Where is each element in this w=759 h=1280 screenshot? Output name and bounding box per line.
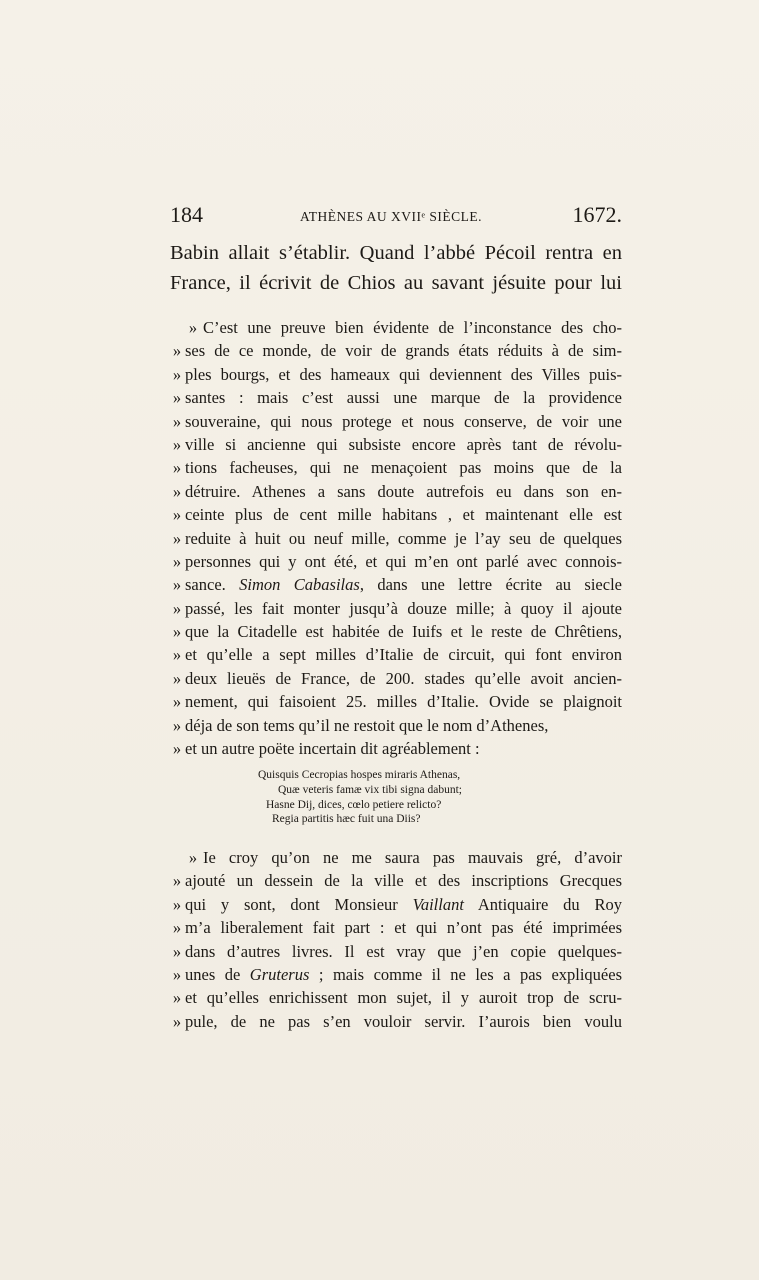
quote-line [170,963,622,986]
verse-line: Quisquis Cecropias hospes miraris Athenas, [258,769,461,781]
quote-mark: » [172,622,182,642]
quote-text: tions facheuses, qui ne menaçoient pas moins que de la [185,458,622,478]
quote-mark: » [172,941,182,961]
running-title: ATHÈNES AU XVIIᵉ SIÈCLE. [300,209,482,224]
quote-line [170,503,622,526]
quote-mark: » [172,739,182,759]
quote-text: ville si ancienne qui subsiste encore après tant de révolu- [185,434,622,454]
quote-line [170,620,622,643]
quote-line [170,690,622,713]
quote-mark: » [172,918,182,938]
quote-text: Ie croy qu’on ne me saura pas mauvais gré, d’avoir [203,848,622,867]
quote-line [170,550,622,573]
lead-paragraph [170,238,622,298]
quote-line [170,363,622,386]
quote-line [170,986,622,1009]
quote-line [170,1010,622,1033]
quote-text: et un autre poëte incertain dit agréablement : [185,739,480,759]
quote-line [170,433,622,456]
quote-text: m’a liberalement fait part : et qui n’ont pas été imprimées [185,918,622,938]
verse-line: Regia partitis hæc fuit una Diis? [272,813,421,826]
quote-mark: » [188,848,198,867]
quote-mark: » [188,318,198,337]
page-number: 184 [170,202,203,227]
quote-line [170,869,622,892]
quote-mark: » [172,434,182,454]
quote-mark: » [172,1011,182,1031]
quote-line [170,846,622,869]
running-header [170,202,622,232]
italic-name: Vaillant [412,894,464,914]
quote-text: souveraine, qui nous protege et nous conserve, de voir une [185,411,622,431]
quote-line [170,597,622,620]
quote-text: C’est une preuve bien évidente de l’inconstance des cho- [203,318,622,337]
quote-mark: » [172,505,182,525]
quote-text: deux lieuës de France, de 200. stades qu’elle avoit ancien- [185,668,622,688]
quote-mark: » [172,481,182,501]
quote-line [170,456,622,479]
quote-mark: » [172,692,182,712]
quote-text: pule, de ne pas s’en vouloir servir. I’aurois bien voulu [185,1011,622,1031]
quote-text: dans d’autres livres. Il est vray que j’en copie quelques- [185,941,622,961]
quote-line [170,316,622,339]
quote-text: détruire. Athenes a sans doute autrefois eu dans son en- [185,481,622,501]
quote-text: qui y sont, dont Monsieur Vaillant Antiquaire du Roy [185,894,622,914]
quote-text: passé, les fait monter jusqu’à douze mille; à quoy il ajoute [185,598,622,618]
quote-text: santes : mais c’est aussi une marque de la providence [185,388,622,408]
quote-line [170,573,622,596]
verse-line: Hasne Dij, dices, cœlo petiere relicto? [266,798,442,811]
quote-mark: » [172,668,182,688]
quote-text: sance. Simon Cabasilas, dans une lettre écrite au siecle [185,575,622,595]
quote-line [170,386,622,409]
quote-text: déja de son tems qu’il ne restoit que le nom d’Athenes, [185,715,549,735]
quote-text: et qu’elle a sept milles d’Italie de circuit, qui font environ [185,645,622,665]
quote-line [170,643,622,666]
quote-mark: » [172,871,182,891]
quote-line [170,940,622,963]
quote-text: ses de ce monde, de voir de grands états réduits à de sim- [185,341,622,361]
quote-line [170,893,622,916]
quote-text: et qu’elles enrichissent mon sujet, il y auroit trop de scru- [185,988,622,1008]
text-line: Babin allait s’établir. Quand l’abbé Pécoil rentra en [170,242,622,264]
quote-text: ceinte plus de cent mille habitans , et maintenant elle est [185,505,622,525]
quote-mark: » [172,551,182,571]
quote-mark: » [172,894,182,914]
quote-text: personnes qui y ont été, et qui m’en ont parlé avec connois- [185,551,622,571]
quote-text: reduite à huit ou neuf mille, comme je l’ay seu de quelques [185,528,622,548]
quote-line [170,714,622,737]
quote-mark: » [172,575,182,595]
quote-mark: » [172,988,182,1008]
quote-text: unes de Gruterus ; mais comme il ne les a pas expliquées [185,964,622,984]
quotation-block-1 [170,316,622,760]
quotation-block-2 [170,846,622,1033]
quote-text: que la Citadelle est habitée de Iuifs et le reste de Chrêtiens, [185,622,622,642]
quote-line [170,410,622,433]
quote-line [170,339,622,362]
margin-year: 1672. [572,202,622,227]
quote-text: nement, qui faisoient 25. milles d’Italie. Ovide se plaignoit [185,692,622,712]
italic-name: Gruterus [249,964,310,984]
quote-line [170,667,622,690]
quote-text: ples bourgs, et des hameaux qui deviennent des Villes puis- [185,364,622,384]
quote-line [170,916,622,939]
quote-text: ajouté un dessein de la ville et des inscriptions Grecques [185,871,622,891]
quote-mark: » [172,364,182,384]
quote-line [170,527,622,550]
text-line: France, il écrivit de Chios au savant jésuite pour lui [170,272,622,294]
quote-mark: » [172,964,182,984]
latin-verse [258,768,538,827]
quote-mark: » [172,411,182,431]
quote-line [170,737,622,760]
quote-line [170,480,622,503]
quote-mark: » [172,528,182,548]
quote-mark: » [172,458,182,478]
verse-line: Quæ veteris famæ vix tibi signa dabunt; [278,783,462,796]
quote-mark: » [172,598,182,618]
quote-mark: » [172,388,182,408]
quote-mark: » [172,645,182,665]
italic-name: Simon Cabasilas [239,575,360,595]
quote-mark: » [172,341,182,361]
quote-mark: » [172,715,182,735]
